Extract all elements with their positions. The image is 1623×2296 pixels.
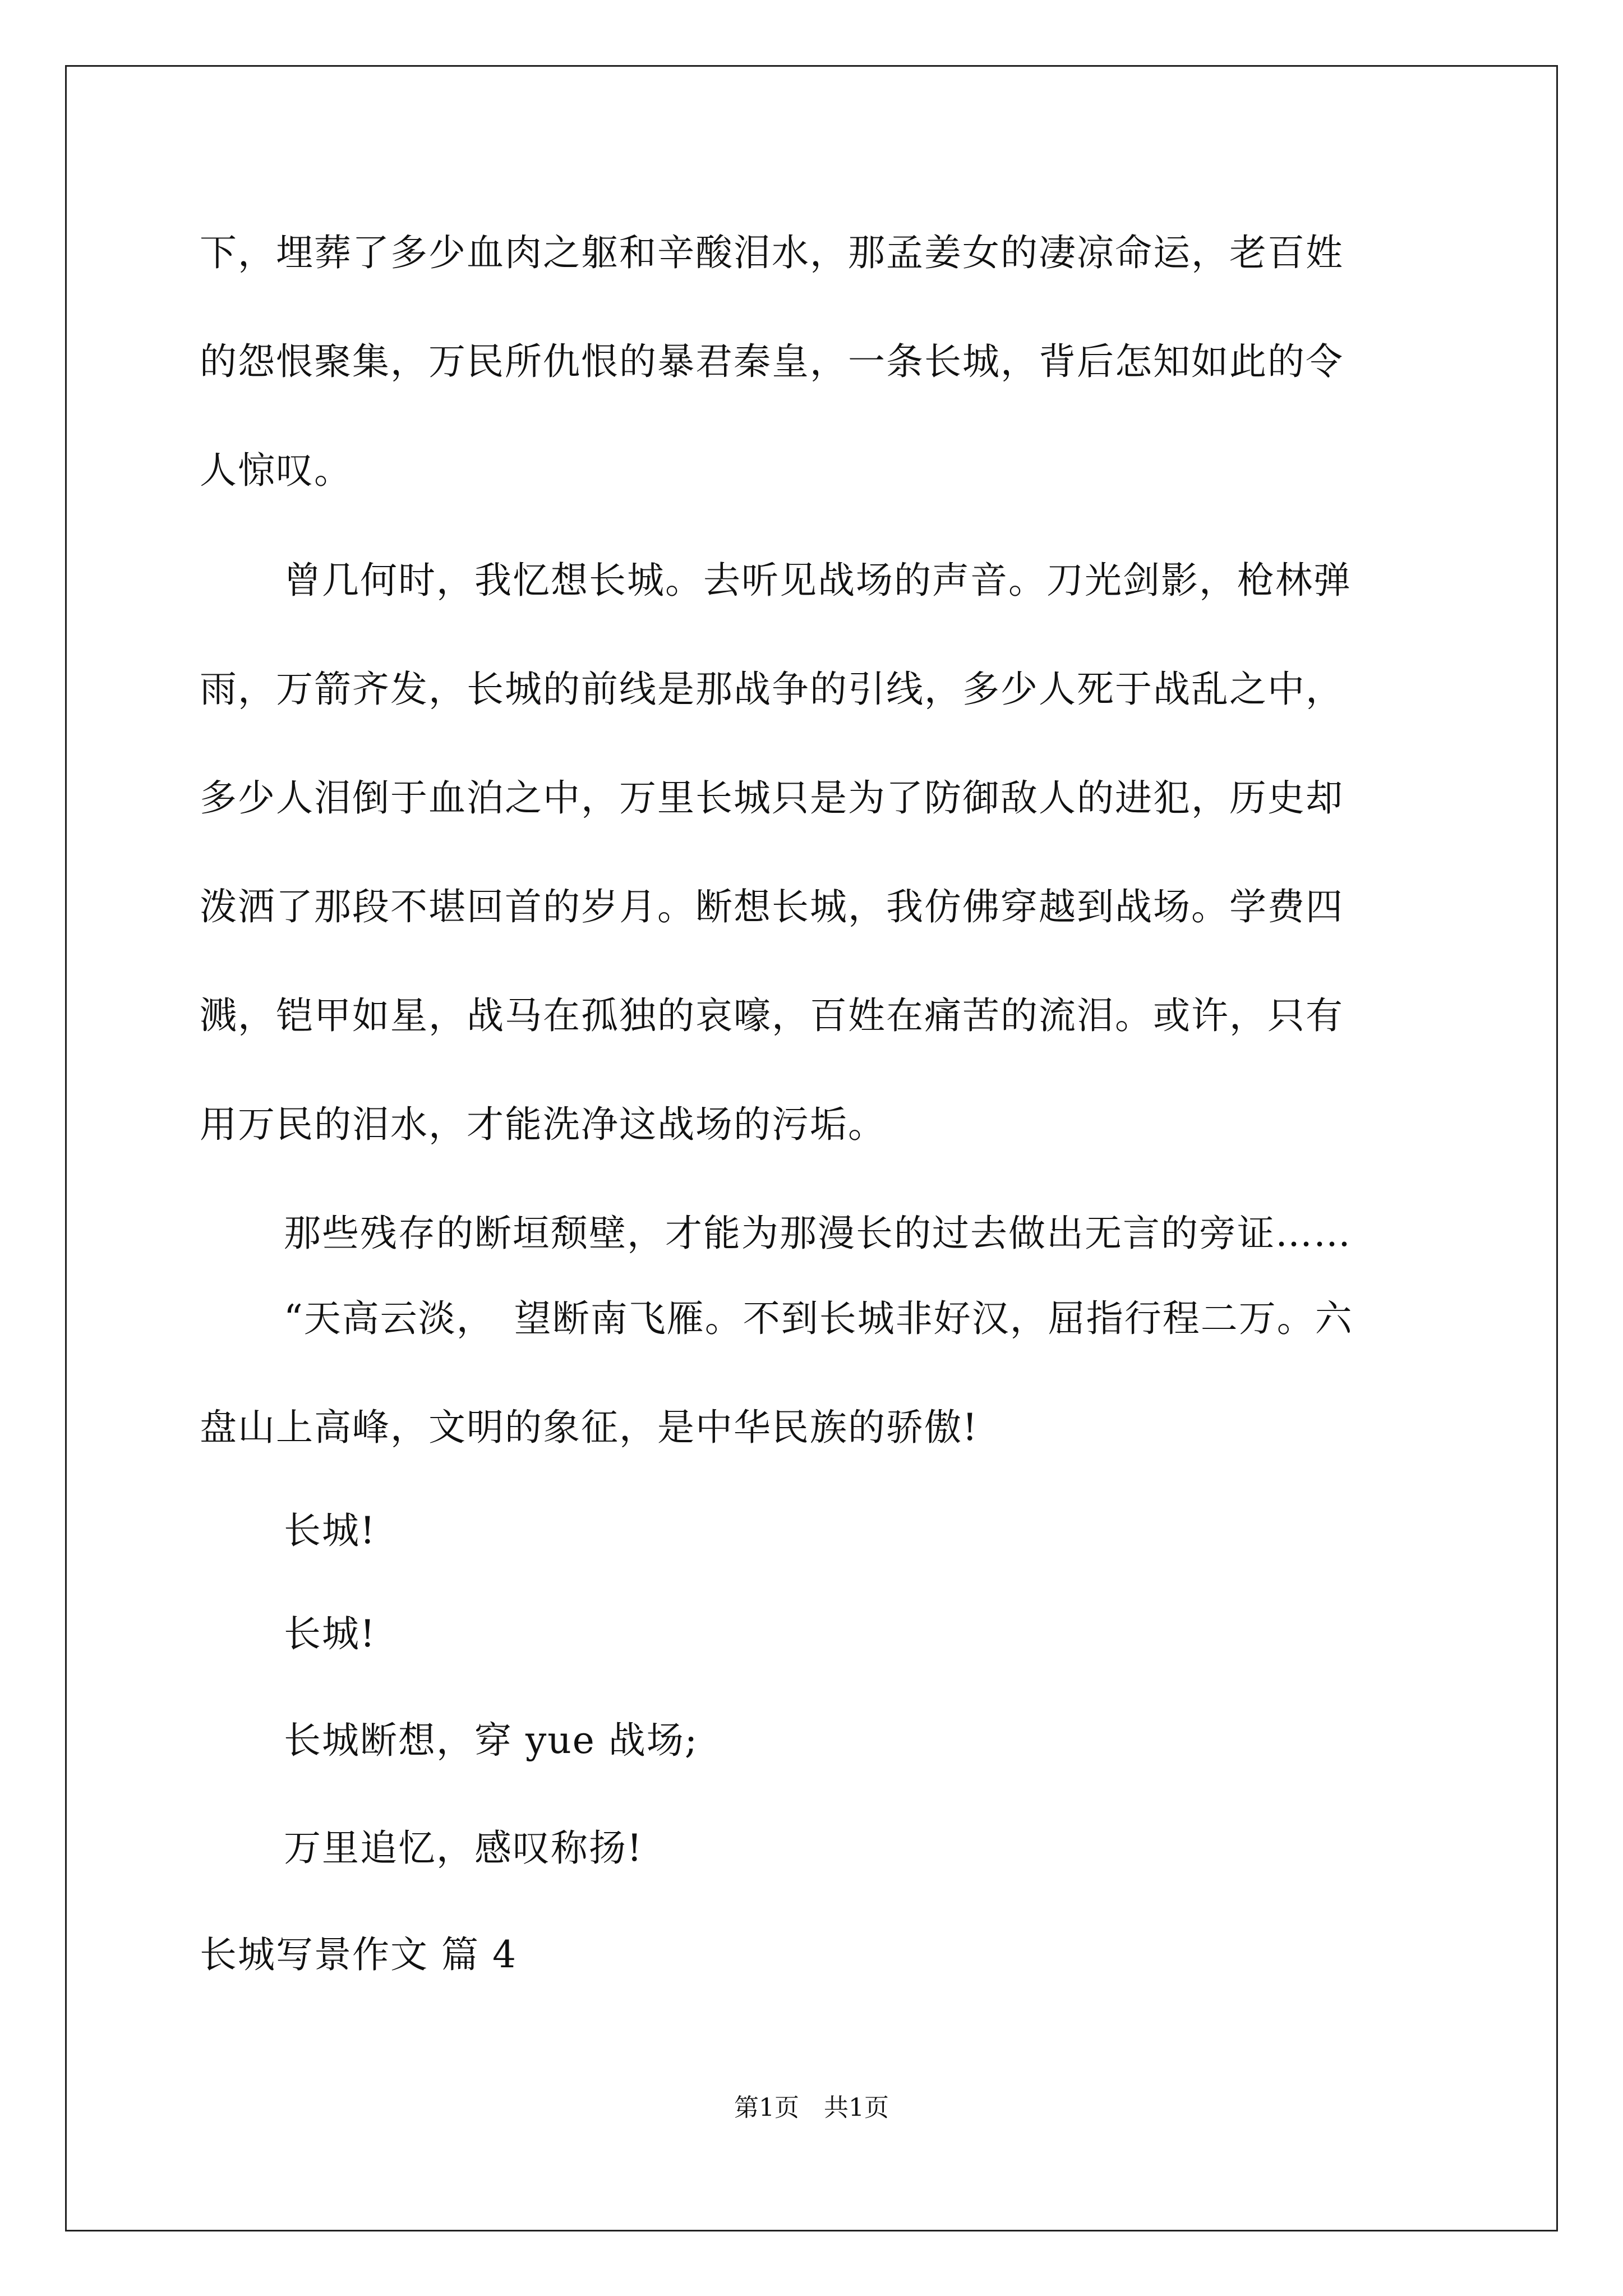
text-line: 用万民的泪水，才能洗净这战场的污垢。 [200, 1103, 886, 1146]
text-line: 雨，万箭齐发，长城的前线是那战争的引线，多少人死于战乱之中， [200, 668, 1344, 711]
page-footer: 第1页 共1页 [734, 2093, 889, 2122]
text-line: 多少人泪倒于血泊之中，万里长城只是为了防御敌人的进犯，历史却 [200, 776, 1344, 820]
text-line: 溅，铠甲如星，战马在孤独的哀嚎，百姓在痛苦的流泪。或许，只有 [200, 994, 1344, 1037]
text-line: 长城! [284, 1612, 376, 1655]
text-line: 曾几何时，我忆想长城。去听见战场的声音。刀光剑影，枪林弹 [284, 559, 1352, 602]
text-line: 的怨恨聚集，万民所仇恨的暴君秦皇，一条长城，背后怎知如此的令 [200, 340, 1344, 383]
text-line: 下，埋葬了多少血肉之躯和辛酸泪水，那孟姜女的凄凉命运，老百姓 [200, 231, 1344, 274]
text-line: 长城断想，穿 yue 战场; [284, 1719, 699, 1762]
text-line: 人惊叹。 [200, 449, 352, 492]
text-line: 那些残存的断垣颓壁，才能为那漫长的过去做出无言的旁证…… [284, 1212, 1352, 1255]
text-line: 长城! [284, 1509, 376, 1552]
section-heading: 长城写景作文 篇 4 [200, 1933, 517, 1976]
text-line: 泼洒了那段不堪回首的岁月。断想长城，我仿佛穿越到战场。学费四 [200, 885, 1344, 928]
text-line: “天高云淡， 望断南飞雁。不到长城非好汉，屈指行程二万。六 [284, 1297, 1353, 1340]
text-line: 盘山上高峰，文明的象征，是中华民族的骄傲! [200, 1406, 979, 1449]
text-line: 万里追忆，感叹称扬! [284, 1826, 643, 1870]
